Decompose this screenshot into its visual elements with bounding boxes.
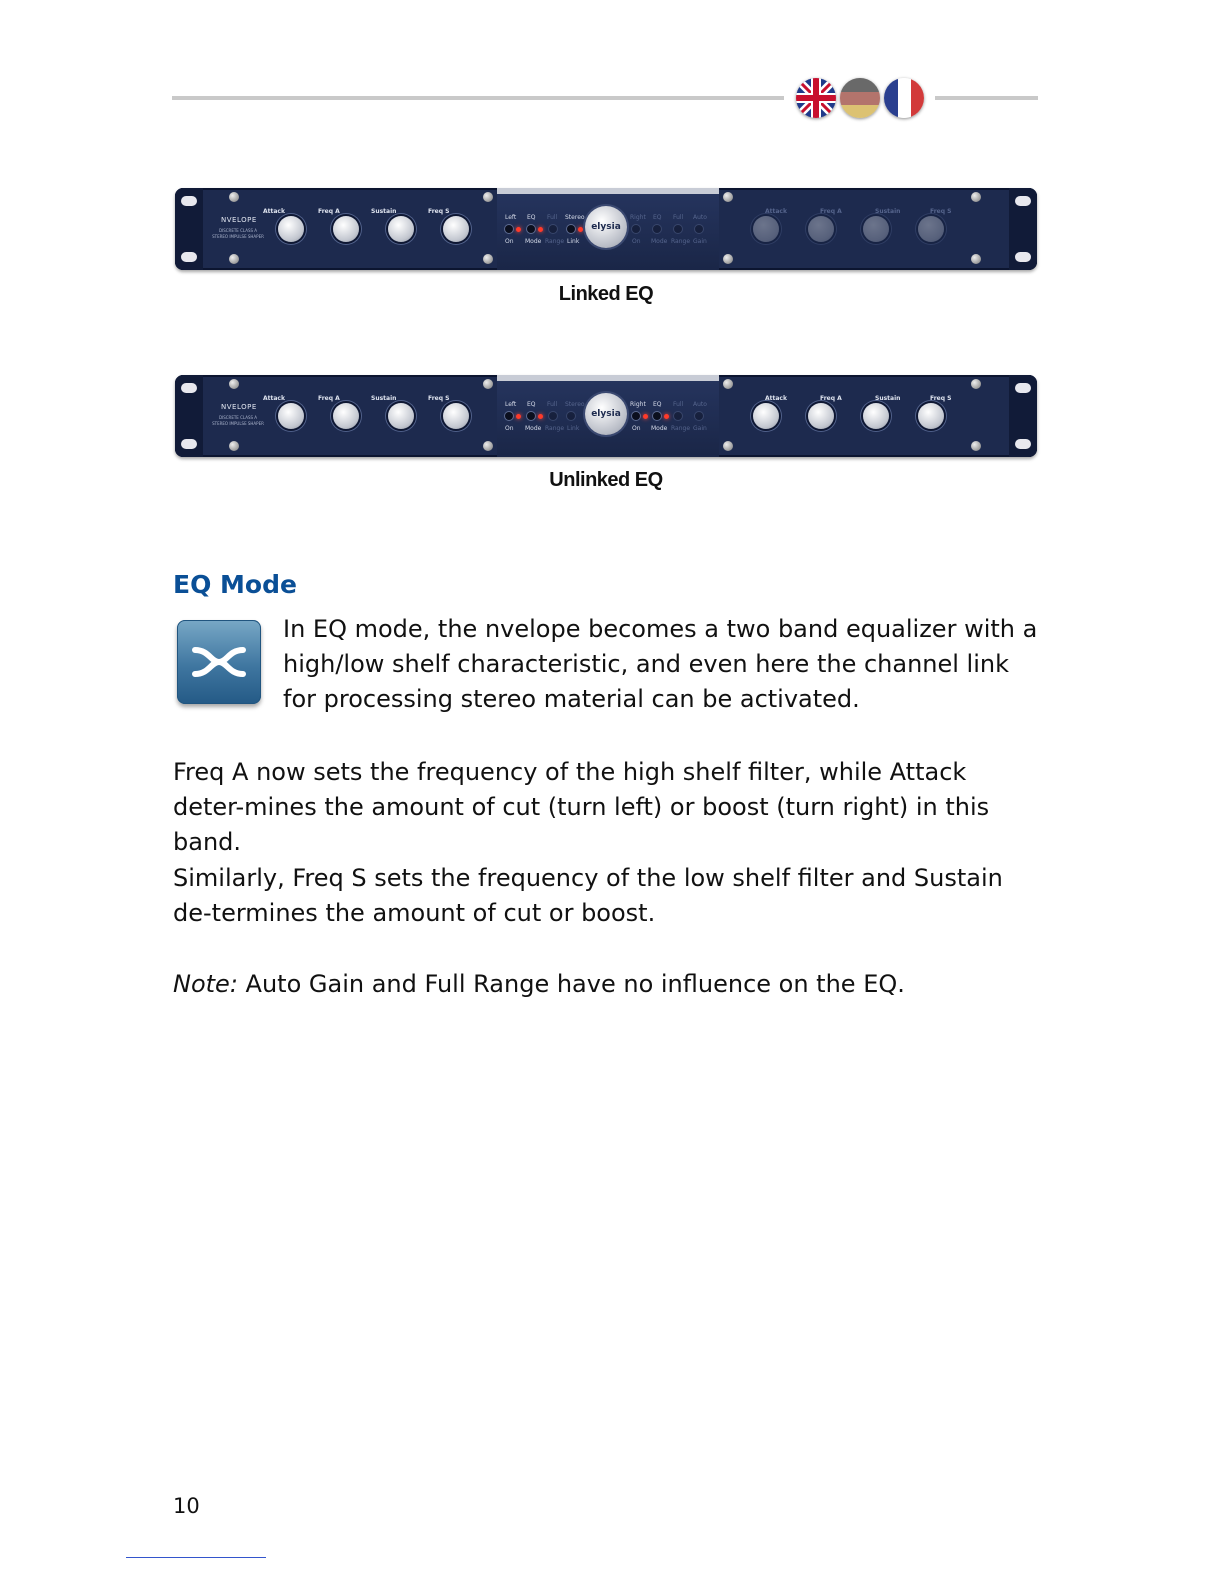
right-eq-led[interactable] <box>653 225 661 233</box>
right-attack-knob[interactable] <box>753 403 779 429</box>
screw-icon <box>229 441 239 451</box>
center-bottom-label: On <box>632 238 641 245</box>
knob-label: Sustain <box>371 395 397 402</box>
indicator-led <box>578 227 583 232</box>
screw-icon <box>971 192 981 202</box>
attack-knob[interactable] <box>278 403 304 429</box>
freq-a-knob[interactable] <box>333 403 359 429</box>
eq-mode-led[interactable] <box>527 225 535 233</box>
right-sustain-knob[interactable] <box>863 403 889 429</box>
right-freq-a-knob[interactable] <box>808 403 834 429</box>
rack-subtitle-line: DISCRETE CLASS A <box>218 415 258 420</box>
screw-icon <box>971 441 981 451</box>
screw-icon <box>483 379 493 389</box>
rack-hole <box>181 252 197 262</box>
center-label: Stereo <box>565 214 585 221</box>
indicator-led <box>643 414 648 419</box>
indicator-led <box>538 227 543 232</box>
full-range-led[interactable] <box>549 412 557 420</box>
knob-label: Freq S <box>930 208 952 215</box>
right-freq-s-knob[interactable] <box>918 403 944 429</box>
center-label: Left <box>505 401 517 408</box>
center-bottom-label: Mode <box>651 425 668 432</box>
rack-hole <box>1015 439 1031 449</box>
center-bottom-label: Mode <box>651 238 668 245</box>
rack-hole <box>181 383 197 393</box>
freq-s-knob[interactable] <box>443 216 469 242</box>
rack-brand: NVELOPE <box>221 216 257 224</box>
rack-brand: NVELOPE <box>221 403 257 411</box>
header-rule-left <box>172 96 784 100</box>
knob-label: Sustain <box>371 208 397 215</box>
right-on-led[interactable] <box>632 225 640 233</box>
center-label: Full <box>673 214 684 221</box>
screw-icon <box>483 441 493 451</box>
knob-label: Freq A <box>820 395 842 402</box>
paragraph-freq-a: Freq A now sets the frequency of the high shelf filter, while Attack deter-mines the amount of cut (turn left) or boost (turn right) in this band. <box>173 758 990 856</box>
knob-label: Sustain <box>875 395 901 402</box>
rack-hole <box>181 439 197 449</box>
right-eq-led[interactable] <box>653 412 661 420</box>
rack-ear-right <box>1009 188 1037 270</box>
center-bottom-label: Range <box>545 238 565 245</box>
left-on-led[interactable] <box>505 412 513 420</box>
figure-caption-unlinked: Unlinked EQ <box>549 469 663 491</box>
knob-label: Attack <box>765 395 787 402</box>
knob-label: Freq A <box>318 395 340 402</box>
eq-mode-icon <box>177 620 261 704</box>
screw-icon <box>723 254 733 264</box>
knob-label: Freq A <box>820 208 842 215</box>
screw-icon <box>723 441 733 451</box>
center-label: Full <box>547 401 558 408</box>
freq-a-knob[interactable] <box>333 216 359 242</box>
center-label: EQ <box>653 401 662 408</box>
center-label: Stereo <box>565 401 585 408</box>
rack-subtitle-line: DISCRETE CLASS A <box>218 228 258 233</box>
rack-hole <box>1015 383 1031 393</box>
center-label: Left <box>505 214 517 221</box>
indicator-led <box>516 414 521 419</box>
center-label: Full <box>547 214 558 221</box>
right-range-led[interactable] <box>674 225 682 233</box>
center-bottom-label: Range <box>671 238 691 245</box>
indicator-led <box>516 227 521 232</box>
right-sustain-knob[interactable] <box>863 216 889 242</box>
elysia-logo: elysia <box>585 206 627 248</box>
screw-icon <box>229 192 239 202</box>
right-attack-knob[interactable] <box>753 216 779 242</box>
rack-ear-left <box>175 188 203 270</box>
right-on-led[interactable] <box>632 412 640 420</box>
knob-label: Freq S <box>428 395 450 402</box>
center-bottom-label: Range <box>671 425 691 432</box>
knob-label: Freq S <box>930 395 952 402</box>
center-label: Right <box>630 401 646 408</box>
screw-icon <box>229 379 239 389</box>
rack-hole <box>181 196 197 206</box>
note-text: Auto Gain and Full Range have no influence on the EQ. <box>237 970 905 998</box>
page-number: 10 <box>173 1494 200 1518</box>
rack-subtitle <box>210 415 266 427</box>
stereo-link-led[interactable] <box>567 225 575 233</box>
center-bottom-label: On <box>632 425 641 432</box>
rack-ear-right <box>1009 375 1037 457</box>
auto-gain-led[interactable] <box>695 225 703 233</box>
center-bottom-label: Gain <box>693 425 707 432</box>
linked-eq-rack-image <box>175 188 1037 270</box>
rack-ear-left <box>175 375 203 457</box>
uk-flag-icon[interactable] <box>796 78 836 118</box>
full-range-led[interactable] <box>549 225 557 233</box>
center-label: EQ <box>527 401 536 408</box>
center-label: Auto <box>693 401 707 408</box>
footer-link-underline[interactable] <box>126 1557 266 1558</box>
screw-icon <box>723 192 733 202</box>
knob-label: Attack <box>263 395 285 402</box>
section-title: EQ Mode <box>173 570 297 599</box>
header-rule-right <box>935 96 1038 100</box>
center-bottom-label: Range <box>545 425 565 432</box>
indicator-led <box>538 414 543 419</box>
sustain-knob[interactable] <box>388 216 414 242</box>
rack-hole <box>1015 196 1031 206</box>
elysia-logo: elysia <box>585 393 627 435</box>
center-bottom-label: Link <box>567 425 580 432</box>
rack-subtitle-line: STEREO IMPULSE SHAPER <box>212 234 264 239</box>
center-bottom-label: Mode <box>525 238 542 245</box>
sustain-knob[interactable] <box>388 403 414 429</box>
center-label: EQ <box>653 214 662 221</box>
stereo-link-led[interactable] <box>567 412 575 420</box>
right-freq-s-knob[interactable] <box>918 216 944 242</box>
intro-paragraph: In EQ mode, the nvelope becomes a two band equalizer with a high/low shelf characteristic, and even here the channel link for processing stereo material can be activated. <box>283 615 1038 713</box>
french-flag-icon[interactable] <box>884 78 924 118</box>
screw-icon <box>971 254 981 264</box>
knob-label: Sustain <box>875 208 901 215</box>
eq-mode-led[interactable] <box>527 412 535 420</box>
knob-label: Freq S <box>428 208 450 215</box>
knob-label: Attack <box>765 208 787 215</box>
knob-label: Freq A <box>318 208 340 215</box>
screw-icon <box>229 254 239 264</box>
center-label: EQ <box>527 214 536 221</box>
right-freq-a-knob[interactable] <box>808 216 834 242</box>
rack-subtitle <box>210 228 266 240</box>
note-paragraph <box>173 967 1043 1002</box>
center-label: Auto <box>693 214 707 221</box>
german-flag-icon[interactable] <box>840 78 880 118</box>
indicator-led <box>664 414 669 419</box>
center-bottom-label: On <box>505 238 514 245</box>
screw-icon <box>723 379 733 389</box>
right-range-led[interactable] <box>674 412 682 420</box>
left-on-led[interactable] <box>505 225 513 233</box>
center-bottom-label: Mode <box>525 425 542 432</box>
note-label: Note: <box>173 970 238 998</box>
freq-s-knob[interactable] <box>443 403 469 429</box>
rack-subtitle-line: STEREO IMPULSE SHAPER <box>212 421 264 426</box>
paragraph-freq-s: Similarly, Freq S sets the frequency of the low shelf filter and Sustain de-termines the amount of cut or boost. <box>173 864 1003 927</box>
unlinked-eq-rack-image <box>175 375 1037 457</box>
screw-icon <box>971 379 981 389</box>
screw-icon <box>483 192 493 202</box>
center-bottom-label: Gain <box>693 238 707 245</box>
auto-gain-led[interactable] <box>695 412 703 420</box>
center-bottom-label: Link <box>567 238 580 245</box>
center-panel-top <box>497 188 719 194</box>
center-panel-top <box>497 375 719 381</box>
center-bottom-label: On <box>505 425 514 432</box>
screw-icon <box>483 254 493 264</box>
center-label: Right <box>630 214 646 221</box>
knob-label: Attack <box>263 208 285 215</box>
attack-knob[interactable] <box>278 216 304 242</box>
rack-hole <box>1015 252 1031 262</box>
center-label: Full <box>673 401 684 408</box>
figure-caption-linked: Linked EQ <box>558 283 654 305</box>
